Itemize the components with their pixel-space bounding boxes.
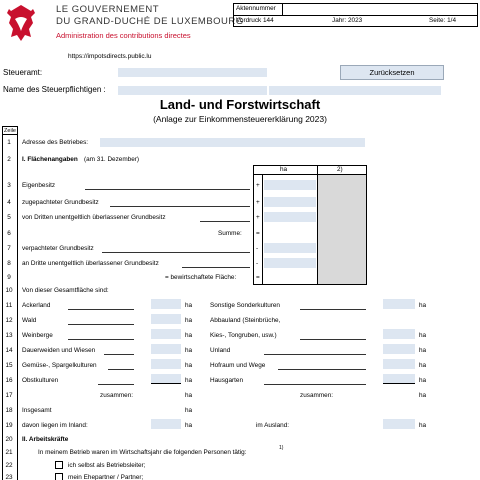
inland-ha-field[interactable] xyxy=(151,419,181,429)
zeile-column-line xyxy=(17,134,18,480)
government-name-line1: LE GOUVERNEMENT xyxy=(56,4,160,15)
weinberge-line xyxy=(68,339,134,340)
gesamtflaeche-label: Von dieser Gesamtfläche sind: xyxy=(22,287,109,294)
row-number: 13 xyxy=(5,332,13,339)
dauerweiden-line xyxy=(104,354,134,355)
section-flaechenangaben-date: (am 31. Dezember) xyxy=(84,156,140,163)
row-number: 8 xyxy=(7,260,11,267)
verpachtet-line xyxy=(102,252,250,253)
von-dritten-ha-field[interactable] xyxy=(264,212,316,222)
insgesamt-label: Insgesamt xyxy=(22,407,52,414)
sign-plus: + xyxy=(256,199,260,206)
betrieb-address-label: Adresse des Betriebes: xyxy=(22,139,89,146)
row-number: 16 xyxy=(5,377,13,384)
obstkulturen-line xyxy=(98,384,134,385)
row-number: 19 xyxy=(5,422,13,429)
eigenbesitz-line xyxy=(85,189,250,190)
kies-tongruben-line xyxy=(300,339,366,340)
dauerweiden-label: Dauerweiden und Wiesen xyxy=(22,347,96,354)
hausgarten-line xyxy=(264,384,366,385)
hofraum-label: Hofraum und Wege xyxy=(210,362,266,369)
area-table-sign-divider xyxy=(262,174,263,285)
unit-ha: ha xyxy=(185,377,193,384)
kies-tongruben-label: Kies-, Tongruben, usw.) xyxy=(210,332,277,339)
row-number: 2 xyxy=(7,156,11,163)
weinberge-ha-field[interactable] xyxy=(151,329,181,339)
row-number: 6 xyxy=(7,230,11,237)
zugepachtet-line xyxy=(110,206,250,207)
inland-label: davon liegen im Inland: xyxy=(22,422,88,429)
row-number: 21 xyxy=(5,449,13,456)
row-number: 7 xyxy=(7,245,11,252)
wald-line xyxy=(68,324,134,325)
von-dritten-label: von Dritten unentgeltlich überlassener Grundbesitz xyxy=(22,214,166,221)
aktennummer-field[interactable] xyxy=(283,4,477,15)
area-table-col-divider xyxy=(317,174,318,285)
area-table-header-ha-text: ha xyxy=(280,166,288,173)
unit-ha: ha xyxy=(185,302,193,309)
government-name-line2: DU GRAND-DUCHÉ DE LUXEMBOURG xyxy=(56,16,244,27)
bewirtschaftete-flaeche-label: = bewirtschaftete Fläche: xyxy=(165,274,237,281)
hausgarten-label: Hausgarten xyxy=(210,377,244,384)
page-title: Land- und Forstwirtschaft xyxy=(159,97,321,112)
eigenbesitz-label: Eigenbesitz xyxy=(22,182,56,189)
website-url: https://impotsdirects.public.lu xyxy=(68,53,152,60)
von-dritten-line xyxy=(200,221,250,222)
row-number: 20 xyxy=(5,436,13,443)
ausland-ha-field[interactable] xyxy=(383,419,415,429)
ackerland-ha-field[interactable] xyxy=(151,299,181,309)
sonderkulturen-line xyxy=(300,309,366,310)
unit-ha: ha xyxy=(185,317,193,324)
jahr-label: Jahr: 2023 xyxy=(332,17,363,24)
obstkulturen-label: Obstkulturen xyxy=(22,377,59,384)
unit-ha: ha xyxy=(185,362,193,369)
aktennummer-hline xyxy=(234,15,477,16)
sign-plus: + xyxy=(256,182,260,189)
ackerland-label: Ackerland xyxy=(22,302,51,309)
unit-ha: ha xyxy=(185,392,193,399)
unit-ha: ha xyxy=(419,347,427,354)
ackerland-line xyxy=(68,309,134,310)
taxpayer-name-field-2[interactable] xyxy=(269,86,441,95)
seite-label: Seite: 1/4 xyxy=(429,17,457,24)
gemuese-line xyxy=(108,369,134,370)
hausgarten-ha-field[interactable] xyxy=(383,374,415,384)
sign-plus: + xyxy=(256,214,260,221)
abbauland-label: Abbauland (Steinbrüche, xyxy=(210,317,281,324)
an-dritte-label: an Dritte unentgeltlich überlassener Grundbesitz xyxy=(22,260,159,267)
dauerweiden-ha-field[interactable] xyxy=(151,344,181,354)
aktennummer-label: Aktennummer xyxy=(236,5,276,12)
unland-label: Unland xyxy=(210,347,231,354)
unland-line xyxy=(264,354,366,355)
taxpayer-name-label: Name des Steuerpflichtigen : xyxy=(3,85,106,94)
row-number: 5 xyxy=(7,214,11,221)
unit-ha: ha xyxy=(185,407,193,414)
wald-ha-field[interactable] xyxy=(151,314,181,324)
abbauland-ha-field[interactable] xyxy=(383,329,415,339)
gemuese-ha-field[interactable] xyxy=(151,359,181,369)
row-number: 10 xyxy=(5,287,13,294)
zugepachtet-ha-field[interactable] xyxy=(264,197,316,207)
steueramt-field[interactable] xyxy=(118,68,267,77)
ehepartner-label: mein Ehepartner / Partner; xyxy=(68,474,144,480)
unit-ha: ha xyxy=(419,302,427,309)
hofraum-line xyxy=(278,369,366,370)
row-number: 23 xyxy=(5,474,13,480)
page-subtitle: (Anlage zur Einkommensteuererklärung 2023) xyxy=(153,114,327,124)
verpachtet-ha-field[interactable] xyxy=(264,243,316,253)
row-number: 1 xyxy=(7,139,11,146)
weinberge-label: Weinberge xyxy=(22,332,53,339)
steueramt-label: Steueramt: xyxy=(3,68,43,77)
an-dritte-ha-field[interactable] xyxy=(264,258,316,268)
row-number: 3 xyxy=(7,182,11,189)
row-number: 12 xyxy=(5,317,13,324)
summe-label: Summe: xyxy=(218,230,242,237)
area-table-header-note-text: 2) xyxy=(337,166,343,173)
row-number: 15 xyxy=(5,362,13,369)
unit-ha: ha xyxy=(419,332,427,339)
administration-name: Administration des contributions directes xyxy=(56,31,191,40)
row-number: 11 xyxy=(5,302,13,309)
sign-equals: = xyxy=(256,274,260,281)
sign-minus: - xyxy=(256,260,259,267)
betriebsleiter-label: ich selbst als Betriebsleiter; xyxy=(68,462,146,469)
ausland-label: im Ausland: xyxy=(256,422,290,429)
sign-minus: - xyxy=(256,245,259,252)
luxembourg-lion-logo xyxy=(3,3,39,43)
unit-ha: ha xyxy=(419,422,427,429)
unit-ha: ha xyxy=(419,377,427,384)
gemuese-label: Gemüse-, Spargelkulturen xyxy=(22,362,97,369)
sign-equals: = xyxy=(256,230,260,237)
section-flaechenangaben-title: I. Flächenangaben xyxy=(22,156,78,163)
sonderkulturen-ha-field[interactable] xyxy=(383,299,415,309)
zugepachtet-label: zugepachteter Grundbesitz xyxy=(22,199,99,206)
area-table-gray-column xyxy=(318,175,366,284)
row-number: 22 xyxy=(5,462,13,469)
row-number: 9 xyxy=(7,274,11,281)
zusammen-right-label: zusammen: xyxy=(300,392,334,399)
row-number: 4 xyxy=(7,199,11,206)
unit-ha: ha xyxy=(185,347,193,354)
hofraum-ha-field[interactable] xyxy=(383,359,415,369)
row-number: 14 xyxy=(5,347,13,354)
eigenbesitz-ha-field[interactable] xyxy=(264,180,316,190)
reset-button[interactable]: Zurücksetzen xyxy=(340,65,444,80)
vordruck-label: Vordruck 144 xyxy=(236,17,274,24)
betriebsleiter-checkbox[interactable] xyxy=(55,461,63,469)
zusammen-left-label: zusammen: xyxy=(100,392,134,399)
unit-ha: ha xyxy=(185,332,193,339)
an-dritte-line xyxy=(182,267,250,268)
unland-ha-field[interactable] xyxy=(383,344,415,354)
verpachtet-label: verpachteter Grundbesitz xyxy=(22,245,94,252)
row-number: 18 xyxy=(5,407,13,414)
row-number: 17 xyxy=(5,392,13,399)
ehepartner-checkbox[interactable] xyxy=(55,473,63,480)
obstkulturen-ha-field[interactable] xyxy=(151,374,181,384)
taxpayer-name-field[interactable] xyxy=(118,86,267,95)
unit-ha: ha xyxy=(419,362,427,369)
section-arbeitskraefte-title: II. Arbeitskräfte xyxy=(22,436,69,443)
wald-label: Wald xyxy=(22,317,37,324)
betrieb-address-field[interactable] xyxy=(100,138,365,147)
zeile-header: Zeile xyxy=(2,126,18,135)
sonderkulturen-label: Sonstige Sonderkulturen xyxy=(210,302,280,309)
aktennummer-box xyxy=(233,3,478,27)
footnote-marker: 1) xyxy=(279,445,284,451)
unit-ha: ha xyxy=(419,392,427,399)
personen-taetig-label: In meinem Betrieb waren im Wirtschaftsjahr die folgenden Personen tätig: xyxy=(38,449,247,456)
unit-ha: ha xyxy=(185,422,193,429)
